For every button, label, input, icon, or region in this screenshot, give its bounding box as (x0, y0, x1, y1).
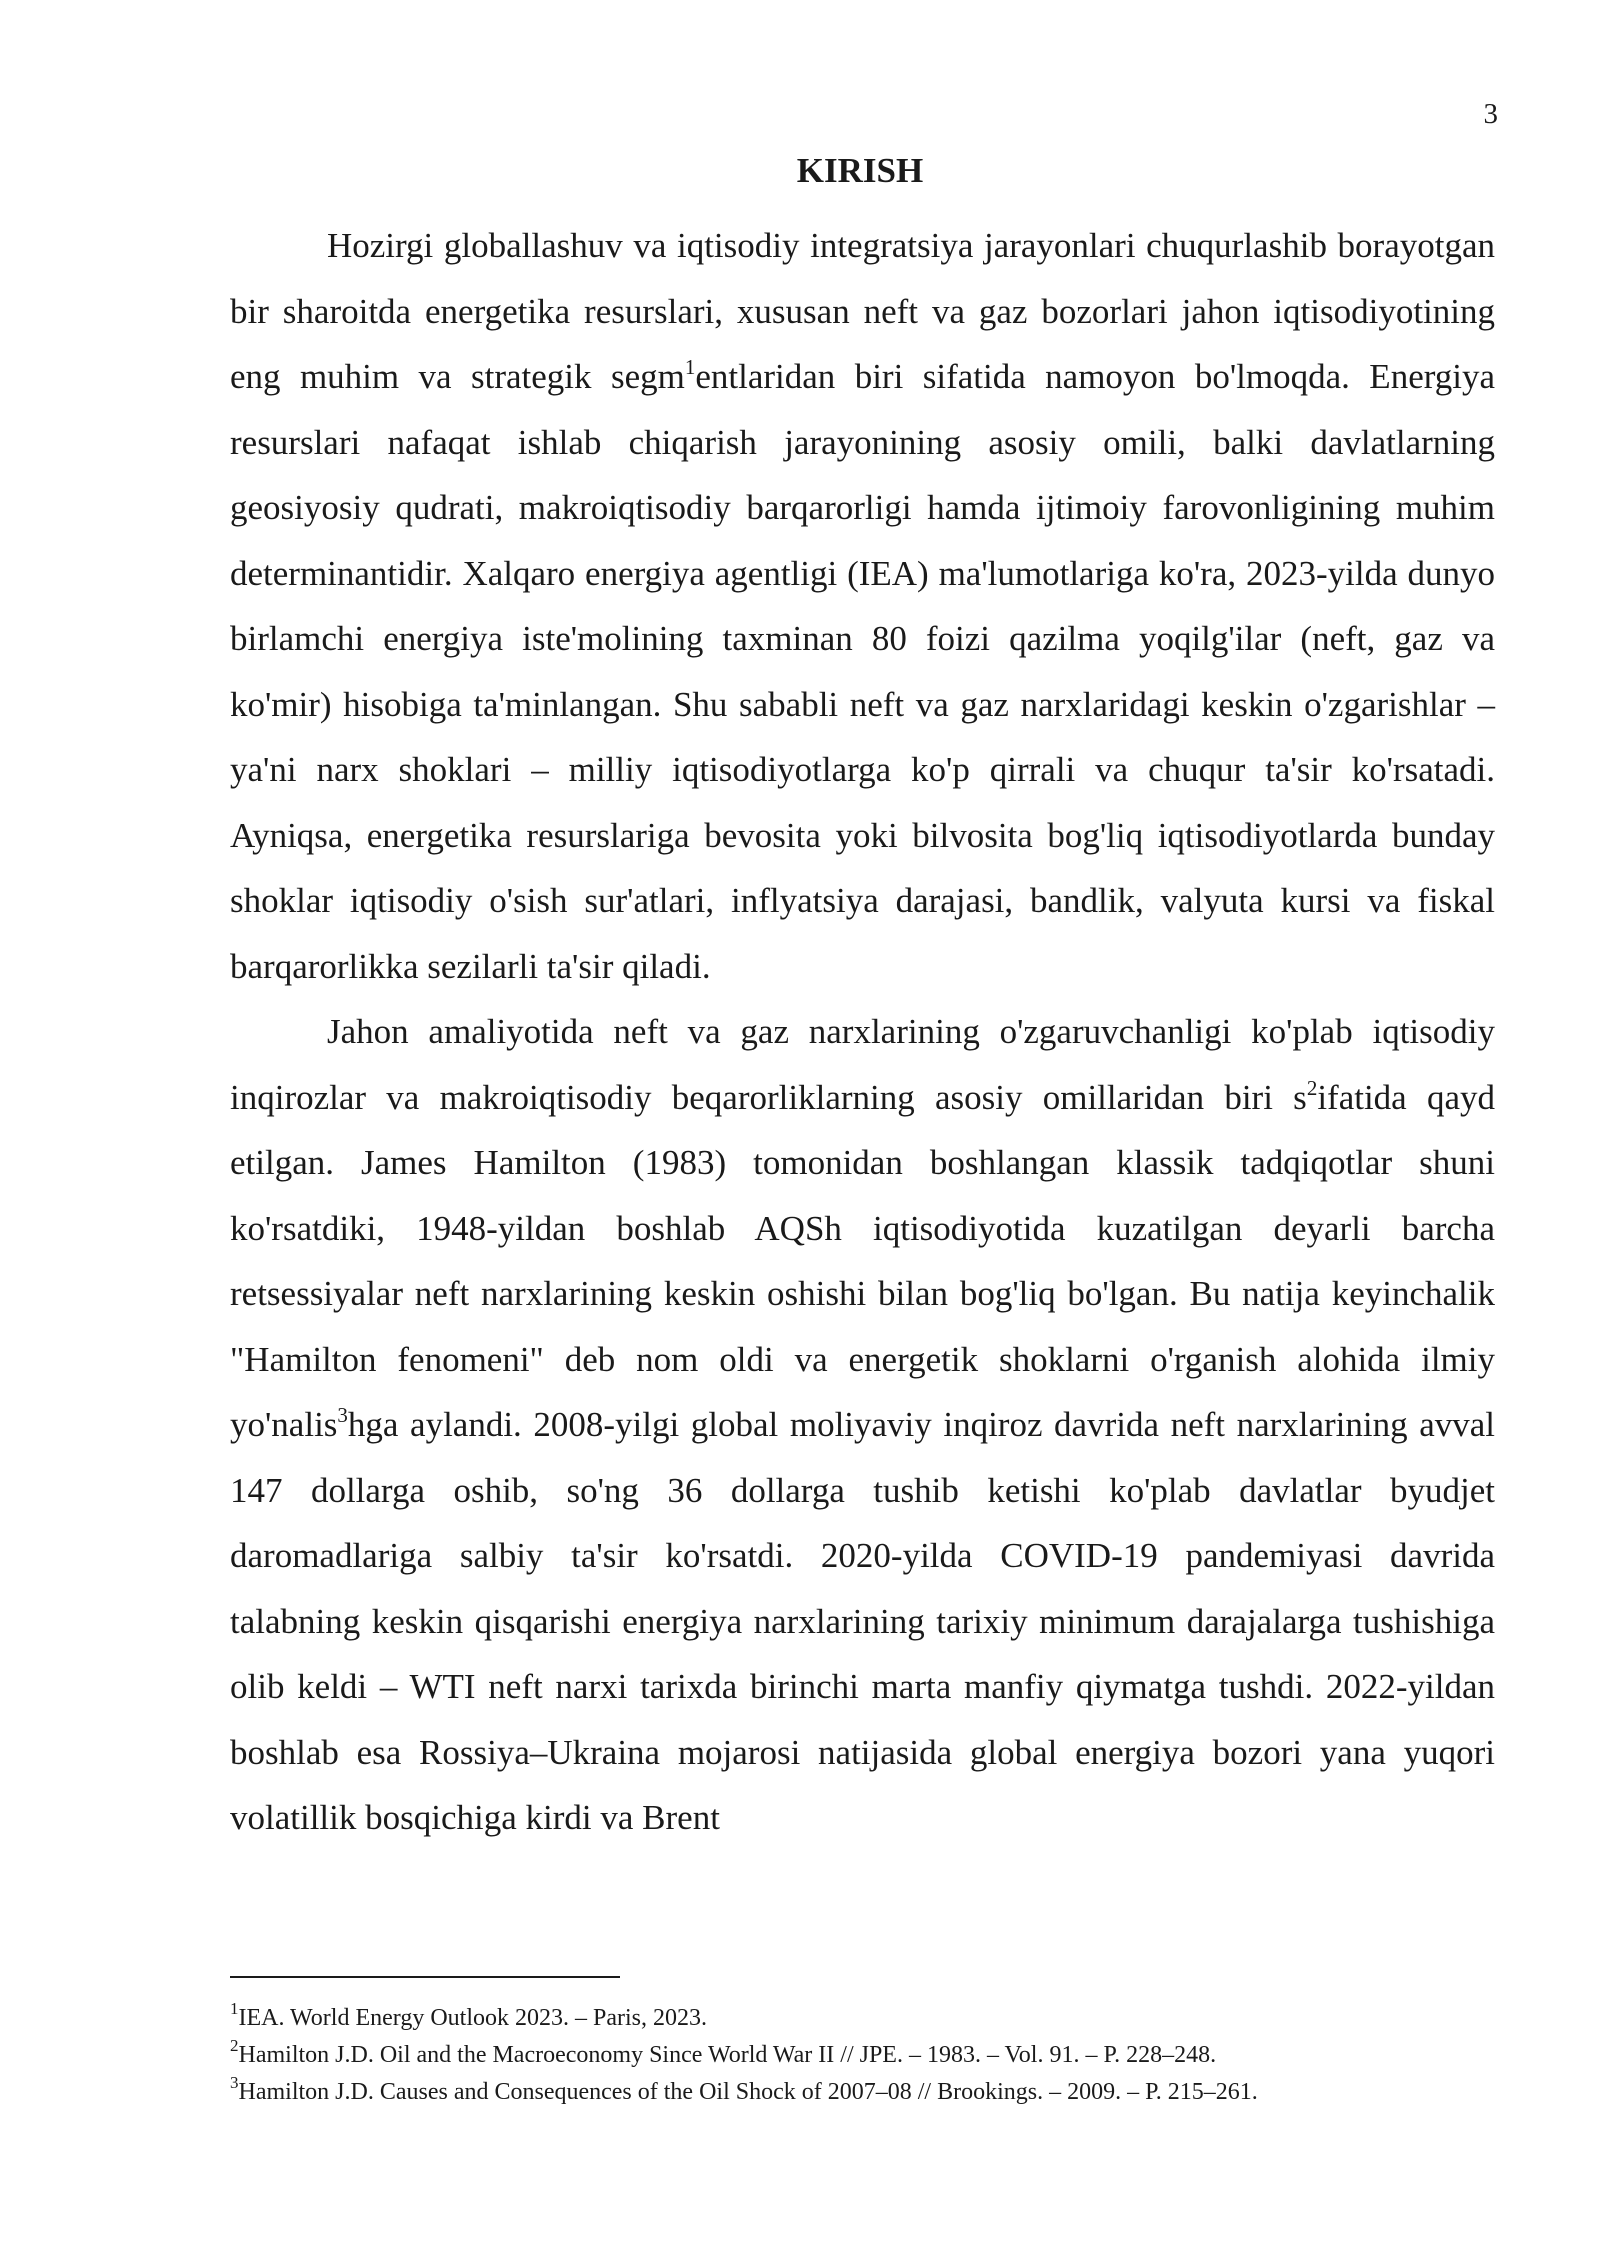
page-number: 3 (1483, 98, 1498, 130)
footnote-separator (230, 1976, 620, 1978)
body-text (230, 213, 1495, 1851)
footnote (230, 2037, 1495, 2074)
footnote-number: 1 (230, 1999, 239, 2018)
footnote-ref: 2 (1306, 1075, 1318, 1100)
footnote (230, 2074, 1495, 2111)
text-run: entlaridan biri sifatida namoyon bo'lmoqda. Energiya resurslari nafaqat ishlab chiqarish jarayonining asosiy omili, balki davlatlarning geosiyosiy qudrati, makroiqtisodiy barqarorligi hamda ijtimoiy farovonligining muhim determinantidir. Xalqaro energiya agentligi (IEA) ma'lumotlariga ko'ra, 2023-yilda dunyo birlamchi energiya iste'molining taxminan 80 foizi qazilma yoqilg'ilar (neft, gaz va ko'mir) hisobiga ta'minlangan. Shu sababli neft va gaz narxlaridagi keskin o'zgarishlar – ya'ni narx shoklari – milliy iqtisodiyotlarga ko'p qirrali va chuqur ta'sir ko'rsatadi. Ayniqsa, energetika resurslariga bevosita yoki bilvosita bog'liq iqtisodiyotlarda bunday shoklar iqtisodiy o'sish sur'atlari, inflyatsiya darajasi, bandlik, valyuta kursi va fiskal barqarorlikka sezilarli ta'sir qiladi. (230, 357, 1496, 986)
footnotes (230, 2000, 1495, 2111)
footnote-text: Hamilton J.D. Oil and the Macroeconomy Since World War II // JPE. – 1983. – Vol. 91. – P. 228–248. (238, 2042, 1217, 2068)
footnote-text: IEA. World Energy Outlook 2023. – Paris, 2023. (238, 2005, 707, 2031)
footnote-number: 2 (230, 2036, 239, 2055)
footnote-ref: 1 (684, 355, 696, 379)
text-run: ifatida qayd etilgan. James Hamilton (1983) tomonidan boshlangan klassik tadqiqotlar shuni ko'rsatdiki, 1948-yildan boshlab AQSh iqtisodiyotida kuzatilgan deyarli barcha retsessiyalar neft narxlarining keskin oshishi bilan bog'liq bo'lgan. Bu natija keyinchalik "Hamilton fenomeni" deb nom oldi va energetik shoklarni o'rganish alohida ilmiy yo'nalis (230, 1077, 1495, 1444)
footnote-number: 3 (230, 2073, 239, 2092)
footnote-text: Hamilton J.D. Causes and Consequences of the Oil Shock of 2007–08 // Brookings. – 2009. – P. 215–261. (238, 2079, 1258, 2105)
footnote (230, 2000, 1495, 2037)
paragraph (230, 999, 1495, 1851)
footnote-ref: 3 (337, 1403, 348, 1427)
section-heading: KIRISH (796, 151, 924, 190)
text-run: hga aylandi. 2008-yilgi global moliyaviy inqiroz davrida neft narxlarining avval 147 dollarga oshib, so'ng 36 dollarga tushib ketishi ko'plab davlatlar byudjet daromadlariga salbiy ta'sir ko'rsatdi. 2020-yilda COVID-19 pandemiyasi davrida talabning keskin qisqarishi energiya narxlarining tarixiy minimum darajalarga tushishiga olib keldi – WTI neft narxi tarixda birinchi marta manfiy qiymatga tushdi. 2022-yildan boshlab esa Rossiya–Ukraina mojarosi natijasida global energiya bozori yana yuqori volatillik bosqichiga kirdi va Brent (230, 1405, 1495, 1837)
text-run: Hozirgi globallashuv va iqtisodiy integratsiya jarayonlari chuqurlashib borayotgan bir sharoitda energetika resurslari, xususan neft va gaz bozorlari jahon iqtisodiyotining eng muhim va strategik segm (230, 226, 1495, 396)
paragraph (230, 213, 1495, 999)
text-run: Jahon amaliyotida neft va gaz narxlarining o'zgaruvchanligi ko'plab iqtisodiy inqirozlar va makroiqtisodiy beqarorliklarning asosiy omillaridan biri s (230, 1012, 1495, 1117)
